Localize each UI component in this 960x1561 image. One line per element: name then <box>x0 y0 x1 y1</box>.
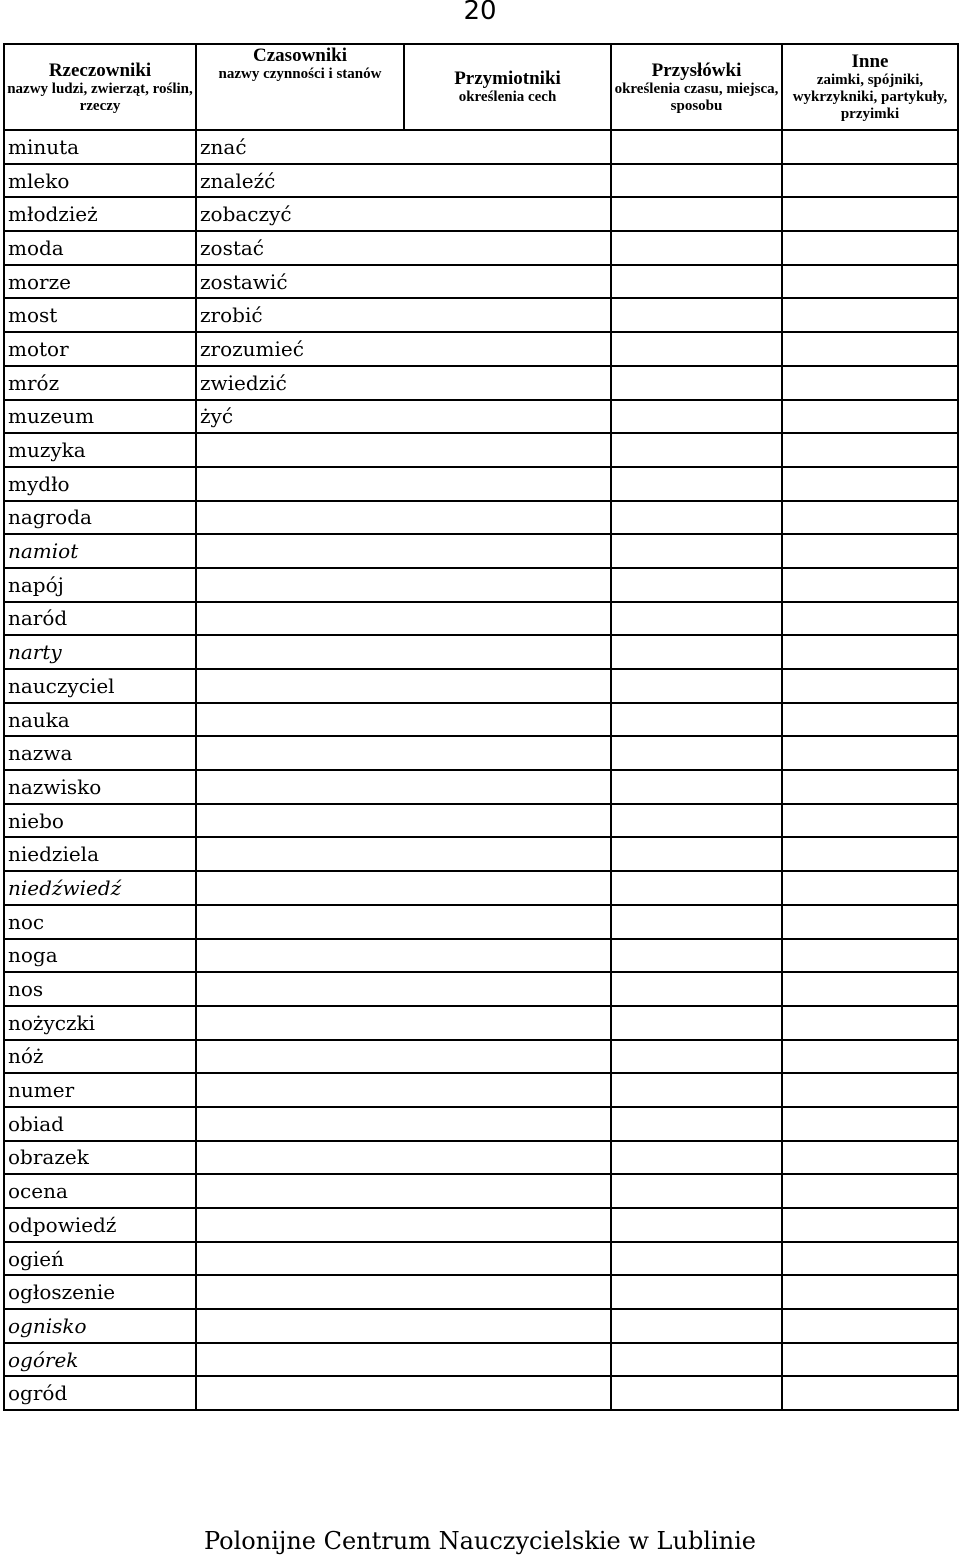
other-cell <box>782 467 958 501</box>
column-header-nouns <box>4 44 196 130</box>
adverb-cell <box>611 770 782 804</box>
noun-cell: nazwisko <box>4 770 196 804</box>
adverb-cell <box>611 736 782 770</box>
column-subtitle: zaimki, spójniki, wykrzykniki, partykuły, przyimki <box>792 72 948 123</box>
noun-cell: motor <box>4 332 196 366</box>
other-cell <box>782 871 958 905</box>
table-row <box>4 871 958 905</box>
noun-cell: ogłoszenie <box>4 1275 196 1309</box>
table-row <box>4 433 958 467</box>
column-header-verbs <box>196 44 611 130</box>
other-cell <box>782 433 958 467</box>
adverb-cell <box>611 265 782 299</box>
verb-cell <box>196 534 611 568</box>
verb-cell <box>196 669 611 703</box>
verb-cell: żyć <box>196 400 611 434</box>
other-cell <box>782 164 958 198</box>
noun-cell: ognisko <box>4 1309 196 1343</box>
other-cell <box>782 1141 958 1175</box>
table-row <box>4 1208 958 1242</box>
adverb-cell <box>611 837 782 871</box>
noun-cell: narty <box>4 635 196 669</box>
other-cell <box>782 366 958 400</box>
other-cell <box>782 1275 958 1309</box>
adverb-cell <box>611 939 782 973</box>
column-title: Inne <box>851 51 889 73</box>
verb-cell <box>196 1040 611 1074</box>
verb-cell <box>196 1006 611 1040</box>
adverb-cell <box>611 1040 782 1074</box>
adverb-cell <box>611 332 782 366</box>
table-row <box>4 804 958 838</box>
noun-cell: noga <box>4 939 196 973</box>
other-cell <box>782 130 958 164</box>
other-cell <box>782 1309 958 1343</box>
verb-cell <box>196 1343 611 1377</box>
table-body <box>4 130 958 1410</box>
verb-cell <box>196 1174 611 1208</box>
other-cell <box>782 1040 958 1074</box>
verb-cell: zwiedzić <box>196 366 611 400</box>
other-cell <box>782 332 958 366</box>
table-row <box>4 568 958 602</box>
table-row <box>4 1141 958 1175</box>
other-cell <box>782 1343 958 1377</box>
table-row <box>4 972 958 1006</box>
parts-of-speech-table <box>3 43 959 1411</box>
verb-cell: zostawić <box>196 265 611 299</box>
noun-cell: mydło <box>4 467 196 501</box>
noun-cell: muzyka <box>4 433 196 467</box>
noun-cell: nagroda <box>4 501 196 535</box>
table-row <box>4 736 958 770</box>
column-title: Przymiotniki <box>454 67 561 89</box>
verb-cell <box>196 568 611 602</box>
verb-cell <box>196 1107 611 1141</box>
verb-cell <box>196 1275 611 1309</box>
noun-cell: ogórek <box>4 1343 196 1377</box>
other-cell <box>782 669 958 703</box>
column-header-other <box>782 44 958 130</box>
noun-cell: ocena <box>4 1174 196 1208</box>
other-cell <box>782 804 958 838</box>
other-cell <box>782 1107 958 1141</box>
adverb-cell <box>611 231 782 265</box>
table-row <box>4 265 958 299</box>
verb-cell <box>196 736 611 770</box>
adverb-cell <box>611 1141 782 1175</box>
verb-cell: zostać <box>196 231 611 265</box>
verb-cell <box>196 635 611 669</box>
noun-cell: ogród <box>4 1376 196 1410</box>
noun-cell: niedźwiedź <box>4 871 196 905</box>
adverb-cell <box>611 905 782 939</box>
verb-cell <box>196 1309 611 1343</box>
table-row <box>4 298 958 332</box>
other-cell <box>782 1242 958 1276</box>
noun-cell: morze <box>4 265 196 299</box>
verb-cell <box>196 703 611 737</box>
verb-cell <box>196 837 611 871</box>
adverb-cell <box>611 1376 782 1410</box>
other-cell <box>782 501 958 535</box>
noun-cell: napój <box>4 568 196 602</box>
other-cell <box>782 602 958 636</box>
other-cell <box>782 939 958 973</box>
adverb-cell <box>611 1006 782 1040</box>
other-cell <box>782 635 958 669</box>
verb-cell <box>196 1376 611 1410</box>
other-cell <box>782 568 958 602</box>
table-row <box>4 366 958 400</box>
adverb-cell <box>611 1309 782 1343</box>
table-row <box>4 1107 958 1141</box>
verb-cell <box>196 1208 611 1242</box>
noun-cell: nauczyciel <box>4 669 196 703</box>
other-cell <box>782 1376 958 1410</box>
adverb-cell <box>611 1343 782 1377</box>
table-row <box>4 602 958 636</box>
adverb-cell <box>611 1107 782 1141</box>
verb-cell <box>196 602 611 636</box>
other-cell <box>782 770 958 804</box>
adverb-cell <box>611 130 782 164</box>
verb-cell <box>196 467 611 501</box>
adverb-cell <box>611 1174 782 1208</box>
table-row <box>4 130 958 164</box>
noun-cell: naród <box>4 602 196 636</box>
noun-cell: muzeum <box>4 400 196 434</box>
noun-cell: obrazek <box>4 1141 196 1175</box>
table-row <box>4 164 958 198</box>
adverb-cell <box>611 197 782 231</box>
table-row <box>4 1073 958 1107</box>
table-row <box>4 837 958 871</box>
adverb-cell <box>611 467 782 501</box>
verb-cell: zrobić <box>196 298 611 332</box>
noun-cell: noc <box>4 905 196 939</box>
other-cell <box>782 231 958 265</box>
other-cell <box>782 298 958 332</box>
noun-cell: odpowiedź <box>4 1208 196 1242</box>
noun-cell: nazwa <box>4 736 196 770</box>
other-cell <box>782 905 958 939</box>
header-row <box>4 44 958 130</box>
noun-cell: ogień <box>4 1242 196 1276</box>
column-header-adverbs <box>611 44 782 130</box>
other-cell <box>782 1174 958 1208</box>
column-subtitle: określenia cech <box>458 89 557 106</box>
page-number: 20 <box>463 0 497 26</box>
adverb-cell <box>611 871 782 905</box>
verb-cell <box>196 433 611 467</box>
other-cell <box>782 1006 958 1040</box>
noun-cell: nóż <box>4 1040 196 1074</box>
noun-cell: nauka <box>4 703 196 737</box>
adverb-cell <box>611 366 782 400</box>
noun-cell: most <box>4 298 196 332</box>
other-cell <box>782 837 958 871</box>
noun-cell: namiot <box>4 534 196 568</box>
table-row <box>4 1006 958 1040</box>
table-row <box>4 197 958 231</box>
verb-cell: znać <box>196 130 611 164</box>
table-row <box>4 1376 958 1410</box>
adverb-cell <box>611 501 782 535</box>
verb-cell: zobaczyć <box>196 197 611 231</box>
verb-cell <box>196 804 611 838</box>
adverb-cell <box>611 400 782 434</box>
adverb-cell <box>611 635 782 669</box>
table-row <box>4 1309 958 1343</box>
adverb-cell <box>611 669 782 703</box>
table-row <box>4 703 958 737</box>
column-subtitle: nazwy czynności i stanów <box>218 66 382 83</box>
noun-cell: mleko <box>4 164 196 198</box>
adverb-cell <box>611 298 782 332</box>
other-cell <box>782 703 958 737</box>
table-row <box>4 1040 958 1074</box>
table-row <box>4 400 958 434</box>
noun-cell: minuta <box>4 130 196 164</box>
adverb-cell <box>611 433 782 467</box>
noun-cell: nos <box>4 972 196 1006</box>
adverb-cell <box>611 703 782 737</box>
noun-cell: niedziela <box>4 837 196 871</box>
column-title: Czasowniki <box>253 45 347 66</box>
table-row <box>4 1242 958 1276</box>
table-row <box>4 905 958 939</box>
adverb-cell <box>611 1073 782 1107</box>
table-row <box>4 635 958 669</box>
other-cell <box>782 400 958 434</box>
other-cell <box>782 1208 958 1242</box>
other-cell <box>782 265 958 299</box>
verb-cell <box>196 1242 611 1276</box>
adverb-cell <box>611 602 782 636</box>
adverb-cell <box>611 972 782 1006</box>
column-subtitle: nazwy ludzi, zwierząt, roślin, rzeczy <box>7 80 193 114</box>
table-row <box>4 669 958 703</box>
table-row <box>4 1343 958 1377</box>
other-cell <box>782 534 958 568</box>
table-row <box>4 1174 958 1208</box>
other-cell <box>782 197 958 231</box>
verb-cell <box>196 1073 611 1107</box>
other-cell <box>782 972 958 1006</box>
table-row <box>4 770 958 804</box>
table-row <box>4 1275 958 1309</box>
footer-text: Polonijne Centrum Nauczycielskie w Lublinie <box>204 1527 756 1555</box>
noun-cell: nożyczki <box>4 1006 196 1040</box>
other-cell <box>782 1073 958 1107</box>
column-title: Przysłówki <box>651 59 742 81</box>
table-row <box>4 534 958 568</box>
verb-cell <box>196 905 611 939</box>
noun-cell: moda <box>4 231 196 265</box>
noun-cell: obiad <box>4 1107 196 1141</box>
noun-cell: młodzież <box>4 197 196 231</box>
adverb-cell <box>611 1275 782 1309</box>
table-row <box>4 332 958 366</box>
verb-cell <box>196 1141 611 1175</box>
table-row <box>4 231 958 265</box>
verb-cell <box>196 501 611 535</box>
noun-cell: niebo <box>4 804 196 838</box>
verb-cell <box>196 972 611 1006</box>
verb-cell: zrozumieć <box>196 332 611 366</box>
verb-cell <box>196 770 611 804</box>
noun-cell: numer <box>4 1073 196 1107</box>
table-row <box>4 467 958 501</box>
table-row <box>4 939 958 973</box>
verb-cell <box>196 939 611 973</box>
column-subtitle: określenia czasu, miejsca, sposobu <box>614 80 779 114</box>
column-header-adjectives <box>403 45 610 129</box>
table-row <box>4 501 958 535</box>
verb-cell: znaleźć <box>196 164 611 198</box>
adverb-cell <box>611 568 782 602</box>
other-cell <box>782 736 958 770</box>
adverb-cell <box>611 534 782 568</box>
noun-cell: mróz <box>4 366 196 400</box>
adverb-cell <box>611 1208 782 1242</box>
adverb-cell <box>611 164 782 198</box>
column-title: Rzeczowniki <box>48 59 152 81</box>
verb-cell <box>196 871 611 905</box>
adverb-cell <box>611 804 782 838</box>
adverb-cell <box>611 1242 782 1276</box>
